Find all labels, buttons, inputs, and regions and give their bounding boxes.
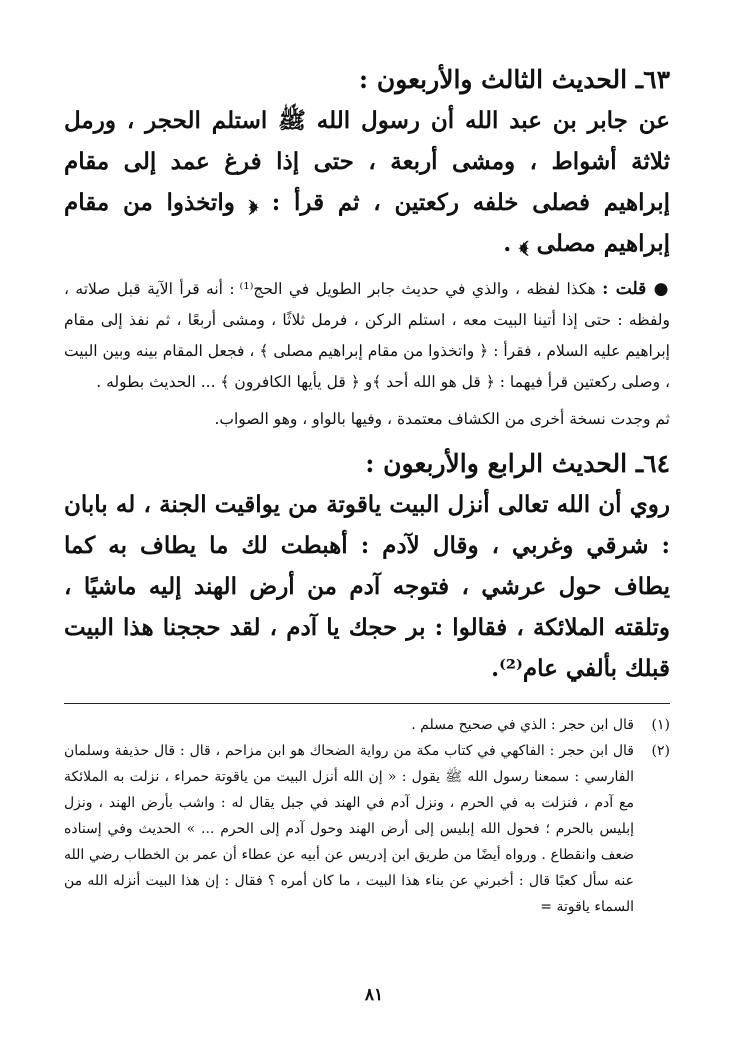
page-body: [64, 60, 670, 689]
footnote-divider: [64, 703, 670, 704]
note-text: هكذا لفظه ، والذي في حديث جابر الطويل في الحج⁽¹⁾ : أنه قرأ الآية قبل صلاته ، ولفظه : حتى إذا أتينا البيت معه ، استلم الركن ، فرمل ثلاثًا ، ومشى أربعًا ، ثم نفذ إلى مقام إبراهيم عليه السلام ، فقرأ : ﴿ واتخذوا من مقام إبراهيم مصلى ﴾ ، فجعل المقام بينه وبين البيت ، وصلى ركعتين قرأ فيهما : ﴿ قل هو الله أحد ﴾و ﴿ قل يأيها الكافرون ﴾ ... الحديث بطوله .: [64, 280, 670, 391]
footnote-number: (٢): [651, 743, 670, 759]
footnote-number: (١): [651, 717, 670, 733]
page-number: ٨١: [364, 985, 384, 1005]
hadith-64-heading: ٦٤ـ الحديث الرابع والأربعون :: [365, 449, 670, 478]
footnotes: [64, 712, 670, 920]
footnote-text: قال ابن حجر : الذي في صحيح مسلم .: [411, 717, 634, 733]
footnote-item: [64, 712, 670, 738]
hadith-64-text: روي أن الله تعالى أنزل البيت ياقوتة من يواقيت الجنة ، له بابان : شرقي وغربي ، وقال لآدم : أهبطت لك ما يطاف به كما يطاف حول عرشي ، فتوجه آدم من أرض الهند إليه ماشيًا ، وتلقته الملائكة ، فقالوا : بر حجك يا آدم ، لقد حججنا هذا البيت قبلك بألفي عام⁽²⁾.: [64, 491, 670, 682]
hadith-63-note: [64, 274, 670, 398]
footnote-text: قال ابن حجر : الفاكهي في كتاب مكة من رواية الضحاك هو ابن مزاحم ، قال : قال حذيفة وسلمان الفارسي : سمعنا رسول الله ﷺ يقول : « إن الله أنزل البيت من ياقوتة حمراء ، نزلت به الملائكة مع آدم ، فنزلت به في الحرم ، ونزل آدم في الهند في جبل يقال له : واشب بأرض الهند ، ونزل إبليس بالحرم ؛ فحول الله إبليس إلى أرض الهند وحول آدم إلى الحرم ... » الحديث وفي إسناده ضعف وانقطاع . ورواه أيضًا من طريق ابن إدريس عن أبيه عن عطاء أن عمر بن الخطاب رضي الله عنه سأل كعبًا قال : أخبرني عن بناء هذا البيت ، ما كان أمره ؟ فقال : إن هذا البيت أنزله الله من السماء ياقوتة =: [64, 743, 634, 915]
footnote-item: [64, 738, 670, 920]
hadith-63-heading: ٦٣ـ الحديث الثالث والأربعون :: [358, 65, 670, 94]
hadith-63-text: عن جابر بن عبد الله أن رسول الله ﷺ استلم الحجر ، ورمل ثلاثة أشواط ، ومشى أربعة ، حتى إذا فرغ عمد إلى مقام إبراهيم فصلى خلفه ركعتين ، ثم قرأ : ﴿ واتخذوا من مقام إبراهيم مصلى ﴾ .: [64, 107, 670, 257]
note-label: ● قلت :: [602, 279, 670, 299]
hadith-63-extra: ثم وجدت نسخة أخرى من الكشاف معتمدة ، وفيها بالواو ، وهو الصواب.: [214, 410, 670, 428]
